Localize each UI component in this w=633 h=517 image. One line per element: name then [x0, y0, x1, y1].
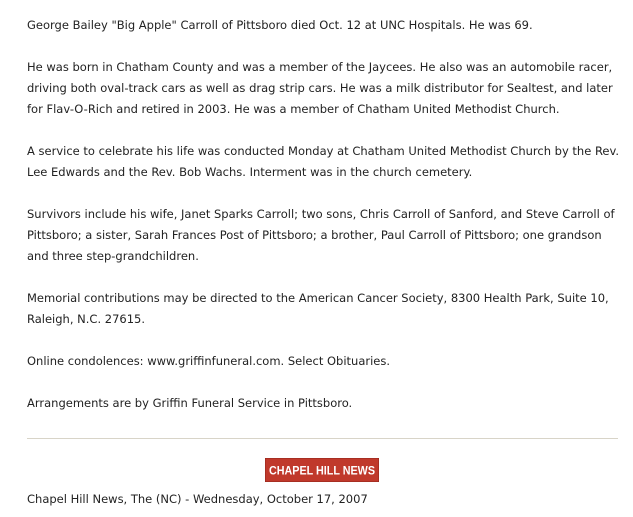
article-paragraph-arrangements: Arrangements are by Griffin Funeral Service in Pittsboro.: [27, 396, 353, 410]
obituary-article: [27, 15, 621, 435]
footer-divider: [27, 438, 618, 439]
article-paragraph-biography: He was born in Chatham County and was a member of the Jaycees. He also was an automobile racer, driving both oval-track cars as well as drag strip cars. He was a milk distributor for Sealtest, and later for Flav-O-Rich and retired in 2003. He was a member of Chatham United Methodist Church.: [27, 60, 613, 116]
publication-source-line: Chapel Hill News, The (NC) - Wednesday, October 17, 2007: [27, 492, 368, 506]
article-paragraph-survivors: Survivors include his wife, Janet Sparks Carroll; two sons, Chris Carroll of Sanford, and Steve Carroll of Pittsboro; a sister, Sarah Frances Post of Pittsboro; a brother, Paul Carroll of Pittsboro; one grandson and three step-grandchildren.: [27, 207, 615, 263]
article-paragraph-service: A service to celebrate his life was conducted Monday at Chatham United Methodist Church by the Rev. Lee Edwards and the Rev. Bob Wachs. Interment was in the church cemetery.: [27, 144, 620, 179]
logo-graphic: [265, 458, 379, 482]
chapel-hill-news-logo: [265, 458, 379, 482]
article-paragraph-death-notice: George Bailey "Big Apple" Carroll of Pittsboro died Oct. 12 at UNC Hospitals. He was 69.: [27, 18, 533, 32]
article-paragraph-condolences: Online condolences: www.griffinfuneral.com. Select Obituaries.: [27, 354, 391, 368]
article-paragraph-memorials: Memorial contributions may be directed to the American Cancer Society, 8300 Health Park, Suite 10, Raleigh, N.C. 27615.: [27, 291, 609, 326]
logo-text: CHAPEL HILL NEWS: [269, 463, 375, 478]
